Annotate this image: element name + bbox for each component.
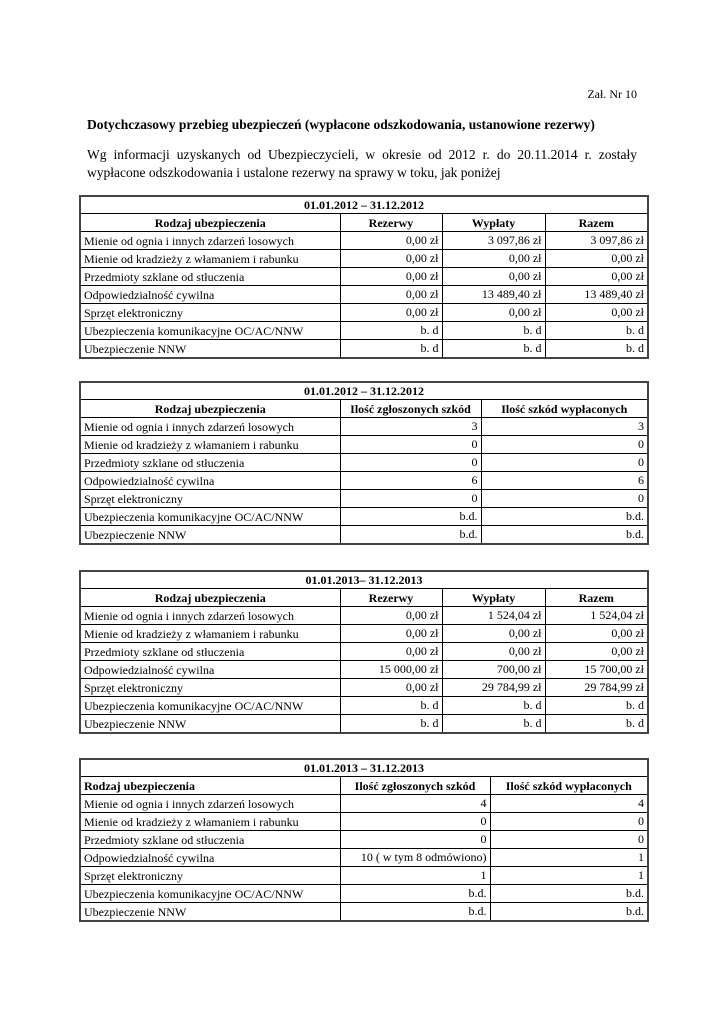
reserves-value: 0,00 zł: [340, 232, 442, 250]
total-value: b. d: [545, 322, 648, 340]
payments-value: 0,00 zł: [442, 643, 545, 661]
insurance-type: Sprzęt elektroniczny: [80, 679, 340, 697]
reserves-value: 0,00 zł: [340, 625, 442, 643]
table-row: [80, 607, 648, 625]
insurance-type: Mienie od kradzieży z włamaniem i rabunku: [80, 436, 340, 454]
reported-claims-value: 0: [340, 490, 481, 508]
insurance-type: Przedmioty szklane od stłuczenia: [80, 643, 340, 661]
column-header-reserves: Rezerwy: [340, 214, 442, 232]
column-header-type: Rodzaj ubezpieczenia: [80, 777, 340, 795]
reserves-value: 0,00 zł: [340, 607, 442, 625]
reported-claims-value: 3: [340, 418, 481, 436]
table-row: [80, 831, 648, 849]
reported-claims-value: 0: [340, 436, 481, 454]
insurance-type: Mienie od kradzieży z włamaniem i rabunku: [80, 813, 340, 831]
column-header-paid-claims: Ilość szkód wypłaconych: [490, 777, 648, 795]
insurance-type: Odpowiedzialność cywilna: [80, 286, 340, 304]
claims-table-2012: [79, 381, 649, 545]
payments-value: 0,00 zł: [442, 268, 545, 286]
reported-claims-value: 1: [340, 867, 490, 885]
insurance-type: Mienie od ognia i innych zdarzeń losowych: [80, 607, 340, 625]
total-value: b. d: [545, 697, 648, 715]
total-value: 0,00 zł: [545, 625, 648, 643]
column-header-payments: Wypłaty: [442, 589, 545, 607]
total-value: 13 489,40 zł: [545, 286, 648, 304]
payments-value: 700,00 zł: [442, 661, 545, 679]
paid-claims-value: 1: [490, 849, 648, 867]
reported-claims-value: 6: [340, 472, 481, 490]
insurance-type: Ubezpieczenie NNW: [80, 715, 340, 734]
column-header-type: Rodzaj ubezpieczenia: [80, 589, 340, 607]
payments-value: b. d: [442, 715, 545, 734]
table-row: [80, 679, 648, 697]
table-row: [80, 472, 648, 490]
table-row: [80, 508, 648, 526]
insurance-type: Mienie od ognia i innych zdarzeń losowych: [80, 795, 340, 813]
reserves-value: b. d: [340, 322, 442, 340]
reserves-value: 0,00 zł: [340, 679, 442, 697]
total-value: b. d: [545, 340, 648, 359]
intro-paragraph: Wg informacji uzyskanych od Ubezpieczycieli, w okresie od 2012 r. do 20.11.2014 r. zostały wypłacone odszkodowania i ustalone rezerwy na sprawy w toku, jak poniżej: [87, 147, 637, 180]
insurance-type: Przedmioty szklane od stłuczenia: [80, 831, 340, 849]
reserves-value: 0,00 zł: [340, 286, 442, 304]
insurance-type: Odpowiedzialność cywilna: [80, 849, 340, 867]
insurance-type: Odpowiedzialność cywilna: [80, 472, 340, 490]
reserves-value: 0,00 zł: [340, 304, 442, 322]
reported-claims-value: b.d.: [340, 508, 481, 526]
table-row: [80, 322, 648, 340]
insurance-type: Mienie od ognia i innych zdarzeń losowych: [80, 418, 340, 436]
table-row: [80, 340, 648, 359]
insurance-type: Ubezpieczenia komunikacyjne OC/AC/NNW: [80, 697, 340, 715]
payments-value: 0,00 zł: [442, 304, 545, 322]
payments-table-2013: [79, 570, 649, 734]
column-header-reported-claims: Ilość zgłoszonych szkód: [340, 400, 481, 418]
table-row: [80, 268, 648, 286]
column-header-type: Rodzaj ubezpieczenia: [80, 400, 340, 418]
column-header-paid-claims: Ilość szkód wypłaconych: [481, 400, 648, 418]
insurance-type: Ubezpieczenia komunikacyjne OC/AC/NNW: [80, 508, 340, 526]
table-row: [80, 697, 648, 715]
total-value: 29 784,99 zł: [545, 679, 648, 697]
payments-value: b. d: [442, 340, 545, 359]
column-header-total: Razem: [545, 214, 648, 232]
table-row: [80, 454, 648, 472]
payments-value: 0,00 zł: [442, 250, 545, 268]
paid-claims-value: b.d.: [481, 508, 648, 526]
paid-claims-value: 0: [481, 490, 648, 508]
insurance-type: Ubezpieczenie NNW: [80, 903, 340, 922]
column-header-reserves: Rezerwy: [340, 589, 442, 607]
insurance-type: Ubezpieczenie NNW: [80, 340, 340, 359]
total-value: 15 700,00 zł: [545, 661, 648, 679]
table-row: [80, 625, 648, 643]
table-row: [80, 849, 648, 867]
paid-claims-value: 0: [481, 436, 648, 454]
table-row: [80, 490, 648, 508]
total-value: 0,00 zł: [545, 268, 648, 286]
table-row: [80, 304, 648, 322]
insurance-type: Ubezpieczenia komunikacyjne OC/AC/NNW: [80, 885, 340, 903]
insurance-type: Mienie od kradzieży z włamaniem i rabunku: [80, 625, 340, 643]
total-value: b. d: [545, 715, 648, 734]
paid-claims-value: 1: [490, 867, 648, 885]
document-heading: Dotychczasowy przebieg ubezpieczeń (wypłacone odszkodowania, ustanowione rezerwy): [87, 117, 595, 132]
reported-claims-value: b.d.: [340, 526, 481, 545]
reported-claims-value: 0: [340, 813, 490, 831]
payments-value: 29 784,99 zł: [442, 679, 545, 697]
reserves-value: b. d: [340, 697, 442, 715]
period-label: 01.01.2013– 31.12.2013: [80, 571, 648, 589]
paid-claims-value: 3: [481, 418, 648, 436]
paid-claims-value: 6: [481, 472, 648, 490]
reserves-value: b. d: [340, 340, 442, 359]
period-label: 01.01.2012 – 31.12.2012: [80, 196, 648, 214]
table-row: [80, 715, 648, 734]
table-row: [80, 436, 648, 454]
total-value: 0,00 zł: [545, 643, 648, 661]
total-value: 1 524,04 zł: [545, 607, 648, 625]
reserves-value: b. d: [340, 715, 442, 734]
table-row: [80, 795, 648, 813]
reported-claims-value: 10 ( w tym 8 odmówiono): [340, 849, 490, 867]
reserves-value: 0,00 zł: [340, 268, 442, 286]
total-value: 0,00 zł: [545, 304, 648, 322]
table-row: [80, 867, 648, 885]
reported-claims-value: 0: [340, 454, 481, 472]
reported-claims-value: b.d.: [340, 885, 490, 903]
column-header-total: Razem: [545, 589, 648, 607]
insurance-type: Ubezpieczenie NNW: [80, 526, 340, 545]
column-header-payments: Wypłaty: [442, 214, 545, 232]
paid-claims-value: 0: [481, 454, 648, 472]
total-value: 3 097,86 zł: [545, 232, 648, 250]
payments-value: 3 097,86 zł: [442, 232, 545, 250]
annex-number: Zał. Nr 10: [587, 87, 637, 101]
insurance-type: Mienie od ognia i innych zdarzeń losowych: [80, 232, 340, 250]
table-row: [80, 232, 648, 250]
paid-claims-value: 0: [490, 813, 648, 831]
paid-claims-value: 4: [490, 795, 648, 813]
payments-value: b. d: [442, 697, 545, 715]
payments-value: 1 524,04 zł: [442, 607, 545, 625]
reported-claims-value: b.d.: [340, 903, 490, 922]
table-row: [80, 286, 648, 304]
payments-value: 13 489,40 zł: [442, 286, 545, 304]
reserves-value: 0,00 zł: [340, 250, 442, 268]
period-label: 01.01.2012 – 31.12.2012: [80, 382, 648, 400]
column-header-reported-claims: Ilość zgłoszonych szkód: [340, 777, 490, 795]
paid-claims-value: b.d.: [490, 885, 648, 903]
table-row: [80, 643, 648, 661]
payments-value: 0,00 zł: [442, 625, 545, 643]
insurance-type: Przedmioty szklane od stłuczenia: [80, 454, 340, 472]
reported-claims-value: 0: [340, 831, 490, 849]
payments-table-2012: [79, 195, 649, 359]
table-row: [80, 250, 648, 268]
reserves-value: 15 000,00 zł: [340, 661, 442, 679]
claims-table-2013: [79, 758, 649, 922]
paid-claims-value: b.d.: [490, 903, 648, 922]
reported-claims-value: 4: [340, 795, 490, 813]
insurance-type: Sprzęt elektroniczny: [80, 867, 340, 885]
paid-claims-value: b.d.: [481, 526, 648, 545]
period-label: 01.01.2013 – 31.12.2013: [80, 759, 648, 777]
table-row: [80, 526, 648, 545]
column-header-type: Rodzaj ubezpieczenia: [80, 214, 340, 232]
table-row: [80, 903, 648, 922]
insurance-type: Odpowiedzialność cywilna: [80, 661, 340, 679]
insurance-type: Ubezpieczenia komunikacyjne OC/AC/NNW: [80, 322, 340, 340]
table-row: [80, 418, 648, 436]
insurance-type: Sprzęt elektroniczny: [80, 490, 340, 508]
table-row: [80, 661, 648, 679]
insurance-type: Przedmioty szklane od stłuczenia: [80, 268, 340, 286]
insurance-type: Sprzęt elektroniczny: [80, 304, 340, 322]
payments-value: b. d: [442, 322, 545, 340]
table-row: [80, 813, 648, 831]
total-value: 0,00 zł: [545, 250, 648, 268]
paid-claims-value: 0: [490, 831, 648, 849]
table-row: [80, 885, 648, 903]
insurance-type: Mienie od kradzieży z włamaniem i rabunku: [80, 250, 340, 268]
reserves-value: 0,00 zł: [340, 643, 442, 661]
